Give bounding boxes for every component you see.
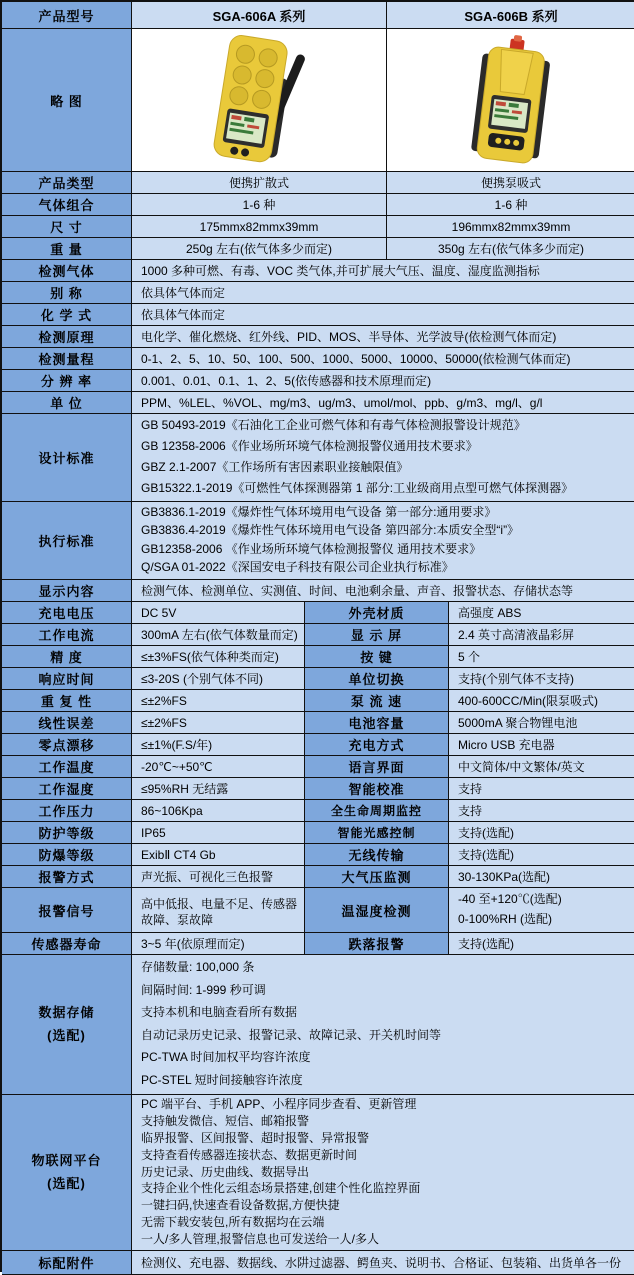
- row-value-2: Micro USB 充电器: [449, 734, 634, 756]
- row-label: 产品类型: [2, 172, 132, 194]
- row-charge-voltage: [2, 602, 634, 624]
- row-label: 检测量程: [2, 348, 132, 370]
- feature-line: 自动记录历史记录、报警记录、故障记录、开关机时间等: [141, 1027, 442, 1042]
- row-label-2: 充电方式: [305, 734, 449, 756]
- row-value-1: 86~106Kpa: [132, 800, 305, 822]
- row-label: 设计标准: [2, 414, 132, 502]
- row-label: 响应时间: [2, 668, 132, 690]
- row-label: 充电电压: [2, 602, 132, 624]
- row-label-2: 智能光感控制: [305, 822, 449, 844]
- row-label: 零点漂移: [2, 734, 132, 756]
- value-a: 250g 左右(依气体多少而定): [132, 238, 387, 260]
- row-dimensions: [2, 216, 634, 238]
- row-gas-combination: [2, 194, 634, 216]
- row-label: 工作温度: [2, 756, 132, 778]
- standard-line: GB 50493-2019《石油化工企业可燃气体和有毒气体检测报警设计规范》: [141, 418, 526, 433]
- exec-standard-lines: [132, 502, 634, 580]
- row-label: 检测原理: [2, 326, 132, 348]
- row-value-1: ≤3-20S (个别气体不同): [132, 668, 305, 690]
- row-value-1: ≤±1%(F.S/年): [132, 734, 305, 756]
- row-alias: [2, 282, 634, 304]
- row-value-1: 高中低报、电量不足、传感器故障、泵故障: [141, 896, 298, 927]
- row-value-1: -20℃~+50℃: [132, 756, 305, 778]
- row-value-1: IP65: [132, 822, 305, 844]
- row-linearity-error: [2, 712, 634, 734]
- feature-line: 存储数量: 100,000 条: [141, 960, 255, 975]
- standard-line: GB3836.1-2019《爆炸性气体环境用电气设备 第一部分:通用要求》: [141, 505, 497, 520]
- row-units: [2, 392, 634, 414]
- row-value: 0-1、2、5、10、50、100、500、1000、5000、10000、50000(依检测气体而定): [132, 348, 634, 370]
- row-label-2: 跌落报警: [305, 933, 449, 955]
- row-value: 依具体气体而定: [132, 304, 634, 326]
- row-value-1: ≤95%RH 无结露: [132, 778, 305, 800]
- row-value-1: ≤±2%FS: [132, 690, 305, 712]
- row-accessories: [2, 1251, 634, 1275]
- temp-humidity-values: [449, 888, 634, 933]
- row-display-content: [2, 580, 634, 602]
- row-label: 化 学 式: [2, 304, 132, 326]
- row-label: 标配附件: [2, 1251, 132, 1275]
- row-label-line: 数据存储: [38, 1005, 95, 1021]
- row-label-line: 物联网平台: [31, 1153, 102, 1169]
- row-weight: [2, 238, 634, 260]
- row-value-1: ExibⅡ CT4 Gb: [132, 844, 305, 866]
- row-value: 依具体气体而定: [132, 282, 634, 304]
- row-value-1: 3~5 年(依原理而定): [132, 933, 305, 955]
- row-label-2: 外壳材质: [305, 602, 449, 624]
- row-value-2: 中文简体/中文繁体/英文: [449, 756, 634, 778]
- row-label: 尺 寸: [2, 216, 132, 238]
- row-value: PPM、%LEL、%VOL、mg/m3、ug/m3、umol/mol、ppb、g/m3、mg/l、g/l: [132, 392, 634, 414]
- value-a: 1-6 种: [132, 194, 387, 216]
- row-working-temperature: [2, 756, 634, 778]
- row-value-1: 300mA 左右(依气体数量而定): [132, 624, 305, 646]
- iot-platform-lines: [132, 1095, 634, 1251]
- row-zero-drift: [2, 734, 634, 756]
- row-design-standard: [2, 414, 634, 502]
- device-b-image: [411, 33, 611, 168]
- row-value: 检测气体、检测单位、实测值、时间、电池剩余量、声音、报警状态、存储状态等: [132, 580, 634, 602]
- row-exec-standard: [2, 502, 634, 580]
- row-working-current: [2, 624, 634, 646]
- row-value-2: 5000mA 聚合物锂电池: [449, 712, 634, 734]
- row-response-time: [2, 668, 634, 690]
- row-iot-platform: [2, 1095, 634, 1251]
- row-value: 1000 多种可燃、有毒、VOC 类气体,并可扩展大气压、温度、湿度监测指标: [132, 260, 634, 282]
- row-value-2-line: -40 至+120℃(选配): [458, 892, 562, 907]
- row-working-humidity: [2, 778, 634, 800]
- row-value-1: DC 5V: [132, 602, 305, 624]
- row-alarm-signal: [2, 888, 634, 933]
- feature-line: 间隔时间: 1-999 秒可调: [141, 982, 266, 997]
- row-value-2: 支持: [449, 800, 634, 822]
- row-label: 工作压力: [2, 800, 132, 822]
- device-a-image: [149, 33, 369, 168]
- row-value-1: 声光振、可视化三色报警: [132, 866, 305, 888]
- feature-line: 支持触发微信、短信、邮箱报警: [141, 1114, 310, 1129]
- row-value-1: ≤±3%FS(依气体种类而定): [132, 646, 305, 668]
- header-row: [2, 2, 634, 29]
- sketch-row: [2, 29, 634, 172]
- row-value: 0.001、0.01、0.1、1、2、5(依传感器和技术原理而定): [132, 370, 634, 392]
- standard-line: GB3836.4-2019《爆炸性气体环境用电气设备 第四部分:本质安全型“i”》: [141, 523, 520, 538]
- row-label: 重 量: [2, 238, 132, 260]
- design-standard-lines: [132, 414, 634, 502]
- row-label: 气体组合: [2, 194, 132, 216]
- row-value-2-line: 0-100%RH (选配): [458, 912, 553, 927]
- row-label-2: 电池容量: [305, 712, 449, 734]
- row-detected-gases: [2, 260, 634, 282]
- row-label-2: 显 示 屏: [305, 624, 449, 646]
- row-value-2: 支持(个别气体不支持): [449, 668, 634, 690]
- row-label: 显示内容: [2, 580, 132, 602]
- row-data-storage: [2, 955, 634, 1095]
- row-value-1: ≤±2%FS: [132, 712, 305, 734]
- header-product-model-label: 产品型号: [2, 2, 132, 29]
- value-a: 175mmx82mmx39mm: [132, 216, 387, 238]
- row-label-2: 大气压监测: [305, 866, 449, 888]
- row-chemical-formula: [2, 304, 634, 326]
- row-value-2: 400-600CC/Min(限泵吸式): [449, 690, 634, 712]
- row-label: [2, 1095, 132, 1251]
- row-sensor-life: [2, 933, 634, 955]
- feature-line: 支持本机和电脑查看所有数据: [141, 1005, 298, 1020]
- feature-line: PC 端平台、手机 APP、小程序同步查看、更新管理: [141, 1097, 417, 1112]
- row-value-2: 支持: [449, 778, 634, 800]
- row-label: 单 位: [2, 392, 132, 414]
- row-label-2: 无线传输: [305, 844, 449, 866]
- row-label: 执行标准: [2, 502, 132, 580]
- row-label: 线性误差: [2, 712, 132, 734]
- row-label-2: 温湿度检测: [305, 888, 449, 933]
- value-a: 便携扩散式: [132, 172, 387, 194]
- value-b: 便携泵吸式: [387, 172, 634, 194]
- row-product-type: [2, 172, 634, 194]
- row-detection-principle: [2, 326, 634, 348]
- row-working-pressure: [2, 800, 634, 822]
- feature-line: 历史记录、历史曲线、数据导出: [141, 1164, 310, 1179]
- row-value-2: 支持(选配): [449, 822, 634, 844]
- row-label: 防爆等级: [2, 844, 132, 866]
- row-label: 检测气体: [2, 260, 132, 282]
- row-resolution: [2, 370, 634, 392]
- row-value-2: 2.4 英寸高清液晶彩屏: [449, 624, 634, 646]
- row-label: 防护等级: [2, 822, 132, 844]
- row-protection-rating: [2, 822, 634, 844]
- row-label-line: (选配): [47, 1027, 86, 1043]
- sketch-label: 略 图: [2, 29, 132, 172]
- feature-line: 一人/多人管理,报警信息也可发送给一人/多人: [141, 1231, 380, 1246]
- feature-line: 临界报警、区间报警、超时报警、异常报警: [141, 1131, 370, 1146]
- data-storage-lines: [132, 955, 634, 1095]
- header-model-a: SGA-606A 系列: [132, 2, 387, 29]
- row-detection-range: [2, 348, 634, 370]
- row-value-2: 高强度 ABS: [449, 602, 634, 624]
- row-alarm-mode: [2, 866, 634, 888]
- value-b: 196mmx82mmx39mm: [387, 216, 634, 238]
- row-value: 检测仪、充电器、数据线、水阱过滤器、鳄鱼夹、说明书、合格证、包装箱、出货单各一份: [132, 1251, 634, 1275]
- row-accuracy: [2, 646, 634, 668]
- row-label: 报警信号: [2, 888, 132, 933]
- row-label: 传感器寿命: [2, 933, 132, 955]
- row-label: 分 辨 率: [2, 370, 132, 392]
- feature-line: PC-TWA 时间加权平均容许浓度: [141, 1050, 311, 1065]
- feature-line: PC-STEL 短时间接触容许浓度: [141, 1072, 303, 1087]
- row-value-2: 支持(选配): [449, 844, 634, 866]
- row-label-2: 单位切换: [305, 668, 449, 690]
- feature-line: 支持查看传感器连接状态、数据更新时间: [141, 1147, 358, 1162]
- row-label-line: (选配): [47, 1175, 86, 1191]
- row-explosion-proof-rating: [2, 844, 634, 866]
- row-value: 电化学、催化燃烧、红外线、PID、MOS、半导体、光学波导(依检测气体而定): [132, 326, 634, 348]
- row-label: 精 度: [2, 646, 132, 668]
- row-repeatability: [2, 690, 634, 712]
- value-b: 350g 左右(依气体多少而定): [387, 238, 634, 260]
- row-label: 工作湿度: [2, 778, 132, 800]
- standard-line: Q/SGA 01-2022《深国安电子科技有限公司企业执行标准》: [141, 559, 454, 574]
- row-label-2: 语言界面: [305, 756, 449, 778]
- standard-line: GB 12358-2006《作业场所环境气体检测报警仪通用技术要求》: [141, 439, 478, 454]
- standard-line: GBZ 2.1-2007《工作场所有害因素职业接触限值》: [141, 459, 409, 474]
- standard-line: GB12358-2006 《作业场所环境气体检测报警仪 通用技术要求》: [141, 541, 482, 556]
- row-label: 别 称: [2, 282, 132, 304]
- feature-line: 无需下载安装包,所有数据均在云端: [141, 1214, 325, 1229]
- row-value-2: 支持(选配): [449, 933, 634, 955]
- value-b: 1-6 种: [387, 194, 634, 216]
- row-label-2: 智能校准: [305, 778, 449, 800]
- row-label-2: 泵 流 速: [305, 690, 449, 712]
- feature-line: 一键扫码,快速查看设备数据,方便快捷: [141, 1198, 340, 1213]
- row-label-2: 全生命周期监控: [305, 800, 449, 822]
- feature-line: 支持企业个性化云组态场景搭建,创建个性化监控界面: [141, 1181, 421, 1196]
- row-label: 报警方式: [2, 866, 132, 888]
- standard-line: GB15322.1-2019《可燃性气体探测器第 1 部分:工业级商用点型可燃气体探测器》: [141, 480, 574, 495]
- header-model-b: SGA-606B 系列: [387, 2, 634, 29]
- row-label: 重 复 性: [2, 690, 132, 712]
- device-a-image-cell: [132, 29, 387, 172]
- row-label-2: 按 键: [305, 646, 449, 668]
- row-value-2: 30-130KPa(选配): [449, 866, 634, 888]
- row-label: [2, 955, 132, 1095]
- row-label: 工作电流: [2, 624, 132, 646]
- row-value-2: 5 个: [449, 646, 634, 668]
- device-b-image-cell: [387, 29, 634, 172]
